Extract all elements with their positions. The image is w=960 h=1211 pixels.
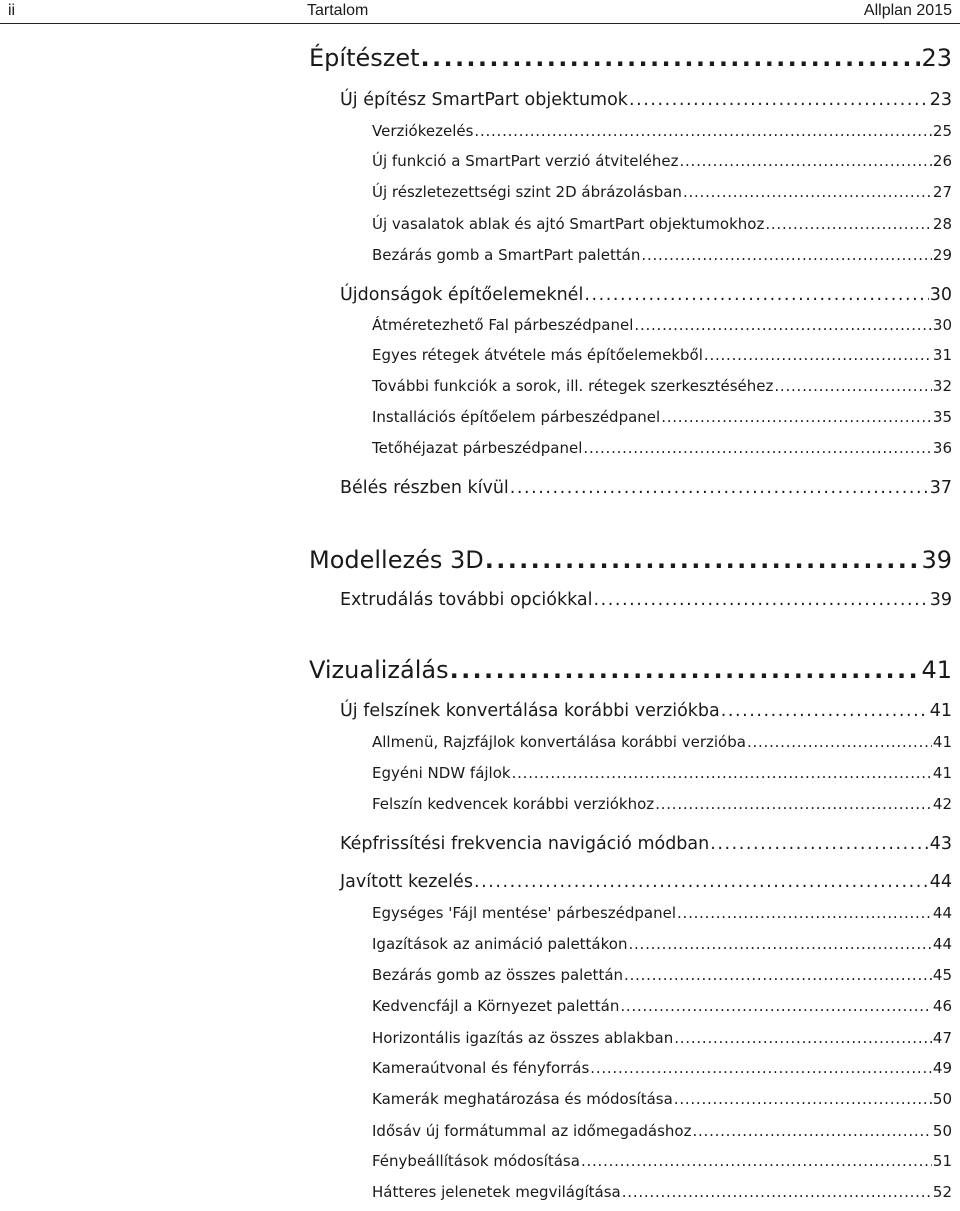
toc-entry-label: Allmenü, Rajzfájlok konvertálása korábbi verzióba	[372, 733, 746, 751]
toc-entry-page: 42	[932, 795, 952, 813]
toc-entry-label: Fénybeállítások módosítása	[372, 1152, 580, 1170]
toc-entry-label: Bezárás gomb a SmartPart palettán	[372, 246, 641, 264]
toc-entry-page: 28	[932, 215, 952, 233]
toc-dot-leader	[584, 285, 928, 305]
toc-entry-page: 41	[932, 764, 952, 782]
toc-dot-leader	[450, 656, 921, 684]
toc-entry[interactable]	[372, 1152, 952, 1170]
toc-entry-label: Új felszínek konvertálása korábbi verziókba	[340, 701, 720, 721]
toc-entry[interactable]	[372, 152, 952, 170]
toc-entry-page: 26	[932, 152, 952, 170]
toc-dot-leader	[583, 439, 932, 457]
toc-dot-leader	[704, 346, 932, 364]
toc-entry[interactable]	[372, 1090, 952, 1108]
toc-entry-label: Új funkció a SmartPart verzió átviteléhez	[372, 152, 679, 170]
toc-entry[interactable]	[372, 439, 952, 457]
toc-entry-page: 39	[921, 546, 952, 574]
toc-entry-label: Tetőhéjazat párbeszédpanel	[372, 439, 583, 457]
toc-entry-page: 49	[932, 1059, 952, 1077]
page-number: ii	[8, 2, 16, 19]
toc-entry-page: 45	[932, 966, 952, 984]
toc-entry-label: Felszín kedvencek korábbi verziókhoz	[372, 795, 655, 813]
toc-entry-label: Idősáv új formátummal az időmegadáshoz	[372, 1122, 692, 1140]
toc-dot-leader	[474, 872, 929, 892]
toc-entry-label: Installációs építőelem párbeszédpanel	[372, 408, 661, 426]
toc-entry[interactable]	[309, 44, 952, 72]
toc-entry-label: Igazítások az animáció palettákon	[372, 935, 628, 953]
toc-entry[interactable]	[372, 1029, 952, 1047]
toc-entry-page: 37	[929, 478, 952, 498]
toc-entry-page: 30	[932, 316, 952, 334]
toc-entry[interactable]	[372, 935, 952, 953]
toc-entry-page: 43	[929, 834, 952, 854]
toc-entry-page: 39	[929, 590, 952, 610]
toc-dot-leader	[485, 546, 921, 574]
toc-entry-label: Képfrissítési frekvencia navigáció módban	[340, 834, 710, 854]
toc-entry[interactable]	[372, 122, 952, 140]
toc-entry-label: Modellezés 3D	[309, 546, 484, 574]
toc-entry-page: 36	[932, 439, 952, 457]
toc-entry[interactable]	[309, 546, 952, 574]
toc-dot-leader	[674, 1090, 932, 1108]
toc-dot-leader	[581, 1152, 932, 1170]
toc-entry[interactable]	[372, 733, 952, 751]
toc-entry[interactable]	[372, 183, 952, 201]
toc-entry-label: Egyéni NDW fájlok	[372, 764, 511, 782]
toc-dot-leader	[622, 1183, 932, 1201]
toc-entry-page: 50	[932, 1122, 952, 1140]
toc-entry-page: 46	[932, 997, 952, 1015]
toc-entry[interactable]	[340, 834, 952, 854]
toc-dot-leader	[765, 215, 932, 233]
toc-dot-leader	[677, 904, 932, 922]
header-divider	[0, 23, 960, 24]
toc-entry-label: Javított kezelés	[340, 872, 473, 892]
toc-dot-leader	[641, 246, 931, 264]
product-name: Allplan 2015	[863, 2, 952, 19]
toc-entry[interactable]	[372, 1122, 952, 1140]
toc-entry-page: 32	[932, 377, 952, 395]
toc-entry-page: 29	[932, 246, 952, 264]
toc-entry[interactable]	[340, 590, 952, 610]
toc-entry-label: Új építész SmartPart objektumok	[340, 90, 628, 110]
toc-entry-page: 41	[921, 656, 952, 684]
toc-dot-leader	[474, 122, 932, 140]
toc-entry-label: Átméretezhető Fal párbeszédpanel	[372, 316, 634, 334]
toc-dot-leader	[683, 183, 932, 201]
toc-entry[interactable]	[372, 1183, 952, 1201]
toc-entry-label: További funkciók a sorok, ill. rétegek szerkesztéséhez	[372, 377, 774, 395]
toc-dot-leader	[629, 90, 929, 110]
page-header	[0, 0, 960, 24]
toc-entry[interactable]	[372, 346, 952, 364]
toc-entry-label: Hátteres jelenetek megvilágítása	[372, 1183, 621, 1201]
toc-entry-page: 27	[932, 183, 952, 201]
toc-dot-leader	[721, 701, 929, 721]
toc-dot-leader	[590, 1059, 932, 1077]
toc-entry-label: Egyes rétegek átvétele más építőelemekből	[372, 346, 703, 364]
toc-entry-label: Újdonságok építőelemeknél	[340, 285, 584, 305]
toc-dot-leader	[634, 316, 932, 334]
toc-entry-page: 44	[929, 872, 952, 892]
toc-dot-leader	[710, 834, 928, 854]
toc-entry-label: Új részletezettségi szint 2D ábrázolásban	[372, 183, 682, 201]
toc-entry-page: 35	[932, 408, 952, 426]
toc-entry-page: 25	[932, 122, 952, 140]
toc-dot-leader	[624, 966, 932, 984]
toc-entry-label: Verziókezelés	[372, 122, 474, 140]
toc-entry-label: Kameraútvonal és fényforrás	[372, 1059, 590, 1077]
toc-dot-leader	[421, 44, 921, 72]
toc-entry[interactable]	[340, 872, 952, 892]
toc-entry[interactable]	[340, 90, 952, 110]
toc-dot-leader	[679, 152, 931, 170]
toc-dot-leader	[512, 764, 932, 782]
toc-entry[interactable]	[372, 377, 952, 395]
toc-entry[interactable]	[372, 246, 952, 264]
toc-entry-page: 30	[929, 285, 952, 305]
toc-entry[interactable]	[340, 701, 952, 721]
toc-entry[interactable]	[340, 478, 952, 498]
toc-entry-page: 47	[932, 1029, 952, 1047]
toc-dot-leader	[594, 590, 929, 610]
toc-entry[interactable]	[372, 904, 952, 922]
toc-entry-label: Új vasalatok ablak és ajtó SmartPart objektumokhoz	[372, 215, 765, 233]
toc-entry-page: 23	[929, 90, 952, 110]
toc-entry-label: Bélés részben kívül	[340, 478, 509, 498]
toc-dot-leader	[692, 1122, 931, 1140]
toc-entry-page: 44	[932, 935, 952, 953]
toc-entry-page: 51	[932, 1152, 952, 1170]
toc-entry-label: Horizontális igazítás az összes ablakban	[372, 1029, 674, 1047]
toc-entry[interactable]	[309, 656, 952, 684]
toc-dot-leader	[655, 795, 932, 813]
toc-entry-page: 31	[932, 346, 952, 364]
toc-dot-leader	[674, 1029, 932, 1047]
toc-dot-leader	[620, 997, 932, 1015]
toc-entry[interactable]	[372, 215, 952, 233]
toc-entry[interactable]	[340, 285, 952, 305]
toc-dot-leader	[510, 478, 929, 498]
toc-entry-label: Extrudálás további opciókkal	[340, 590, 593, 610]
toc-entry-page: 52	[932, 1183, 952, 1201]
toc-entry-page: 23	[921, 44, 952, 72]
toc-entry-label: Kamerák meghatározása és módosítása	[372, 1090, 673, 1108]
toc-entry-label: Építészet	[309, 44, 420, 72]
toc-entry[interactable]	[372, 966, 952, 984]
header-title: Tartalom	[307, 2, 369, 19]
toc-dot-leader	[774, 377, 932, 395]
toc-entry[interactable]	[372, 1059, 952, 1077]
toc-entry[interactable]	[372, 795, 952, 813]
toc-entry-label: Egységes 'Fájl mentése' párbeszédpanel	[372, 904, 676, 922]
toc-entry[interactable]	[372, 316, 952, 334]
toc-entry-page: 41	[929, 701, 952, 721]
toc-entry[interactable]	[372, 997, 952, 1015]
toc-entry[interactable]	[372, 764, 952, 782]
toc-entry-label: Vizualizálás	[309, 656, 449, 684]
toc-dot-leader	[628, 935, 931, 953]
toc-entry-page: 44	[932, 904, 952, 922]
toc-dot-leader	[661, 408, 932, 426]
toc-entry-page: 50	[932, 1090, 952, 1108]
toc-entry-label: Bezárás gomb az összes palettán	[372, 966, 624, 984]
toc-entry[interactable]	[372, 408, 952, 426]
toc-entry-page: 41	[932, 733, 952, 751]
toc-dot-leader	[747, 733, 932, 751]
toc-entry-label: Kedvencfájl a Környezet palettán	[372, 997, 620, 1015]
